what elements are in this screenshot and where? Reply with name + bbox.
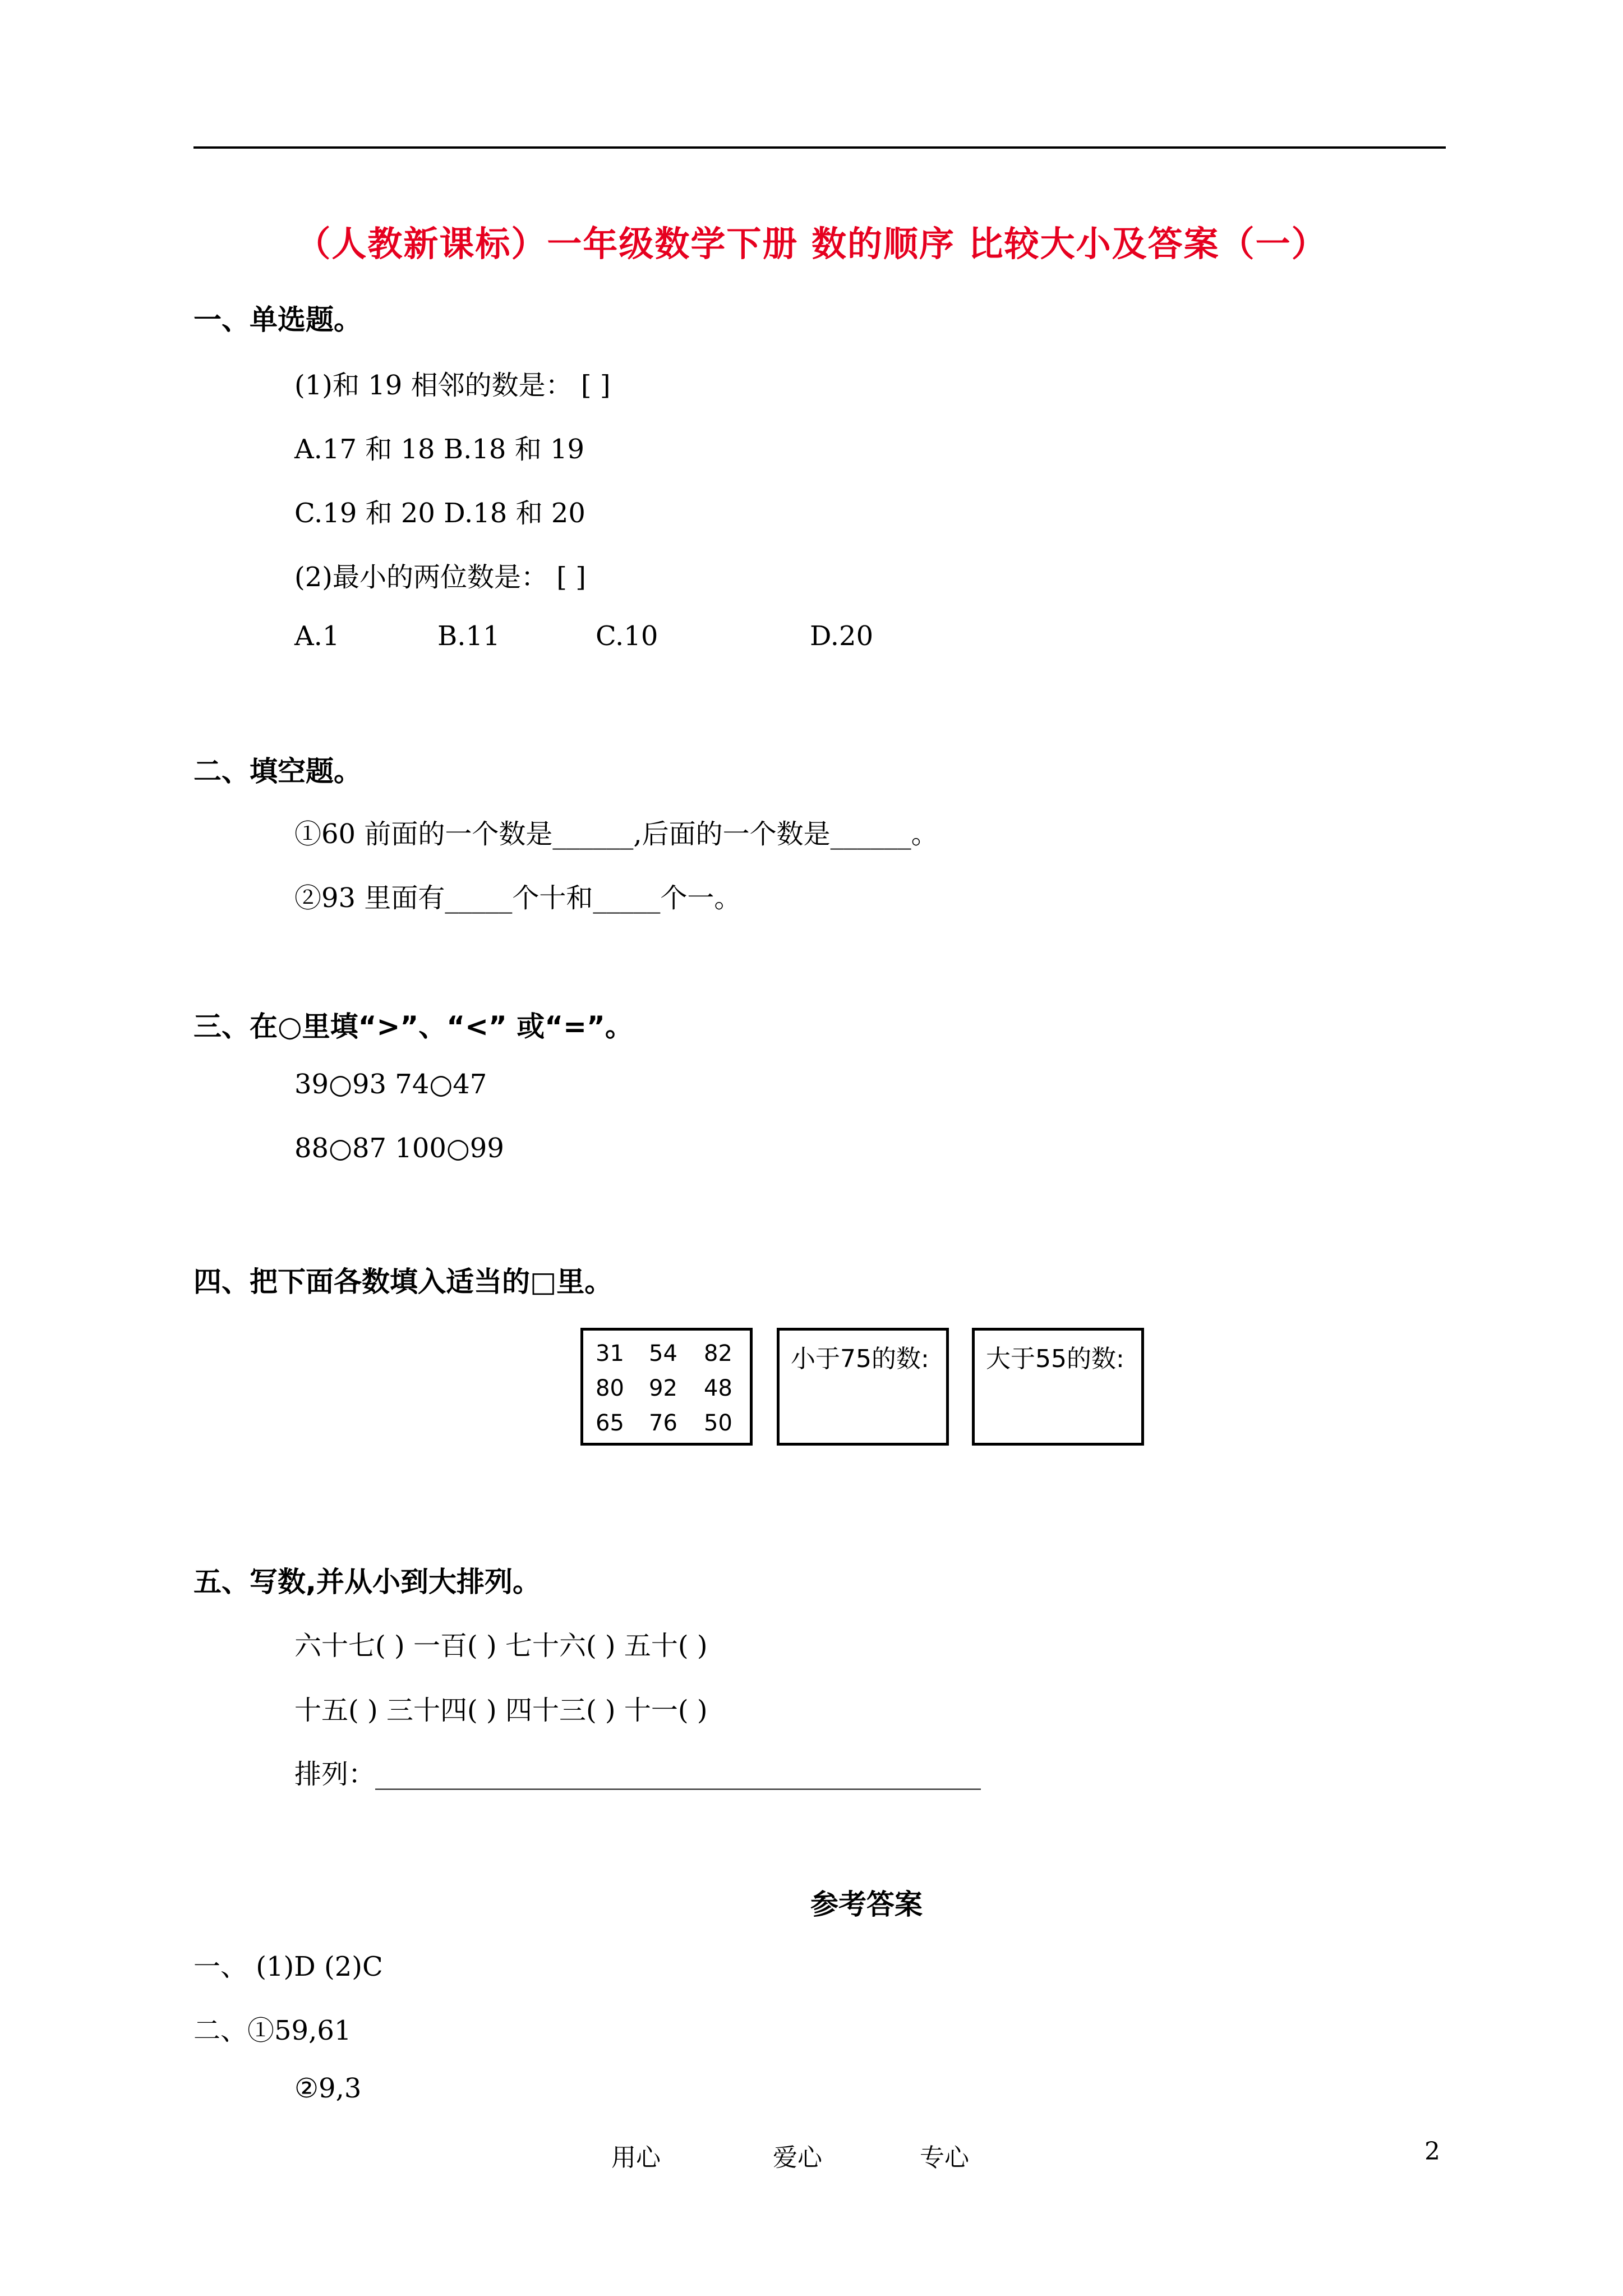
q1-2-text: (2)最小的两位数是： [ ] (294, 562, 586, 593)
q2-1-text: ①60 前面的一个数是______,后面的一个数是______。 (294, 818, 938, 850)
number-cell: 48 (704, 1375, 732, 1401)
answers-title: 参考答案 (810, 1888, 923, 1921)
footer-word-2: 爱心 (773, 2143, 822, 2172)
number-cell: 92 (649, 1375, 677, 1401)
q2-2-text: ②93 里面有_____个十和_____个一。 (294, 882, 741, 914)
section-4-heading: 四、把下面各数填入适当的□里。 (193, 1266, 613, 1298)
less-than-75-label: 小于75的数: (791, 1345, 929, 1373)
number-cell: 80 (596, 1375, 624, 1401)
numbers-box (580, 1328, 753, 1446)
greater-than-55-label: 大于55的数: (986, 1345, 1124, 1373)
greater-than-55-box[interactable] (972, 1328, 1144, 1446)
q5-order-line: 排列：_____________________________________________ (294, 1759, 981, 1790)
q1-2-option-b: B.11 (437, 620, 500, 652)
section-1-heading: 一、单选题。 (193, 303, 362, 336)
header-rule (193, 146, 1446, 149)
section-5-heading: 五、写数,并从小到大排列。 (193, 1566, 541, 1598)
q1-2-option-d: D.20 (810, 620, 874, 652)
number-cell: 31 (596, 1341, 624, 1366)
answer-2-2: ②9,3 (294, 2073, 362, 2104)
number-cell: 65 (596, 1410, 624, 1436)
q1-2-option-a: A.1 (294, 620, 340, 652)
page-title: （人教新课标）一年级数学下册 数的顺序 比较大小及答案（一） (296, 223, 1327, 264)
q5-row-1: 六十七( ) 一百( ) 七十六( ) 五十( ) (294, 1630, 708, 1662)
q3-row-2: 88○87 100○99 (294, 1133, 504, 1164)
q1-2-option-c: C.10 (596, 620, 658, 652)
q1-1-options-cd: C.19 和 20 D.18 和 20 (294, 498, 585, 529)
page-number: 2 (1424, 2137, 1440, 2166)
answer-1: 一、 (1)D (2)C (193, 1951, 383, 1982)
less-than-75-box[interactable] (777, 1328, 949, 1446)
q1-1-options-ab: A.17 和 18 B.18 和 19 (294, 434, 585, 465)
number-cell: 76 (649, 1410, 677, 1436)
section-3-heading: 三、在○里填“>”、“<” 或“=”。 (193, 1010, 633, 1043)
footer-word-1: 用心 (611, 2143, 661, 2172)
section-2-heading: 二、填空题。 (193, 755, 362, 788)
q1-1-text: (1)和 19 相邻的数是： [ ] (294, 370, 611, 401)
number-cell: 82 (704, 1341, 732, 1366)
q5-row-2: 十五( ) 三十四( ) 四十三( ) 十一( ) (294, 1695, 708, 1726)
answer-2-1: 二、①59,61 (193, 2015, 352, 2046)
q3-row-1: 39○93 74○47 (294, 1069, 487, 1100)
number-cell: 54 (649, 1341, 677, 1366)
number-cell: 50 (704, 1410, 732, 1436)
footer-word-3: 专心 (920, 2143, 969, 2172)
